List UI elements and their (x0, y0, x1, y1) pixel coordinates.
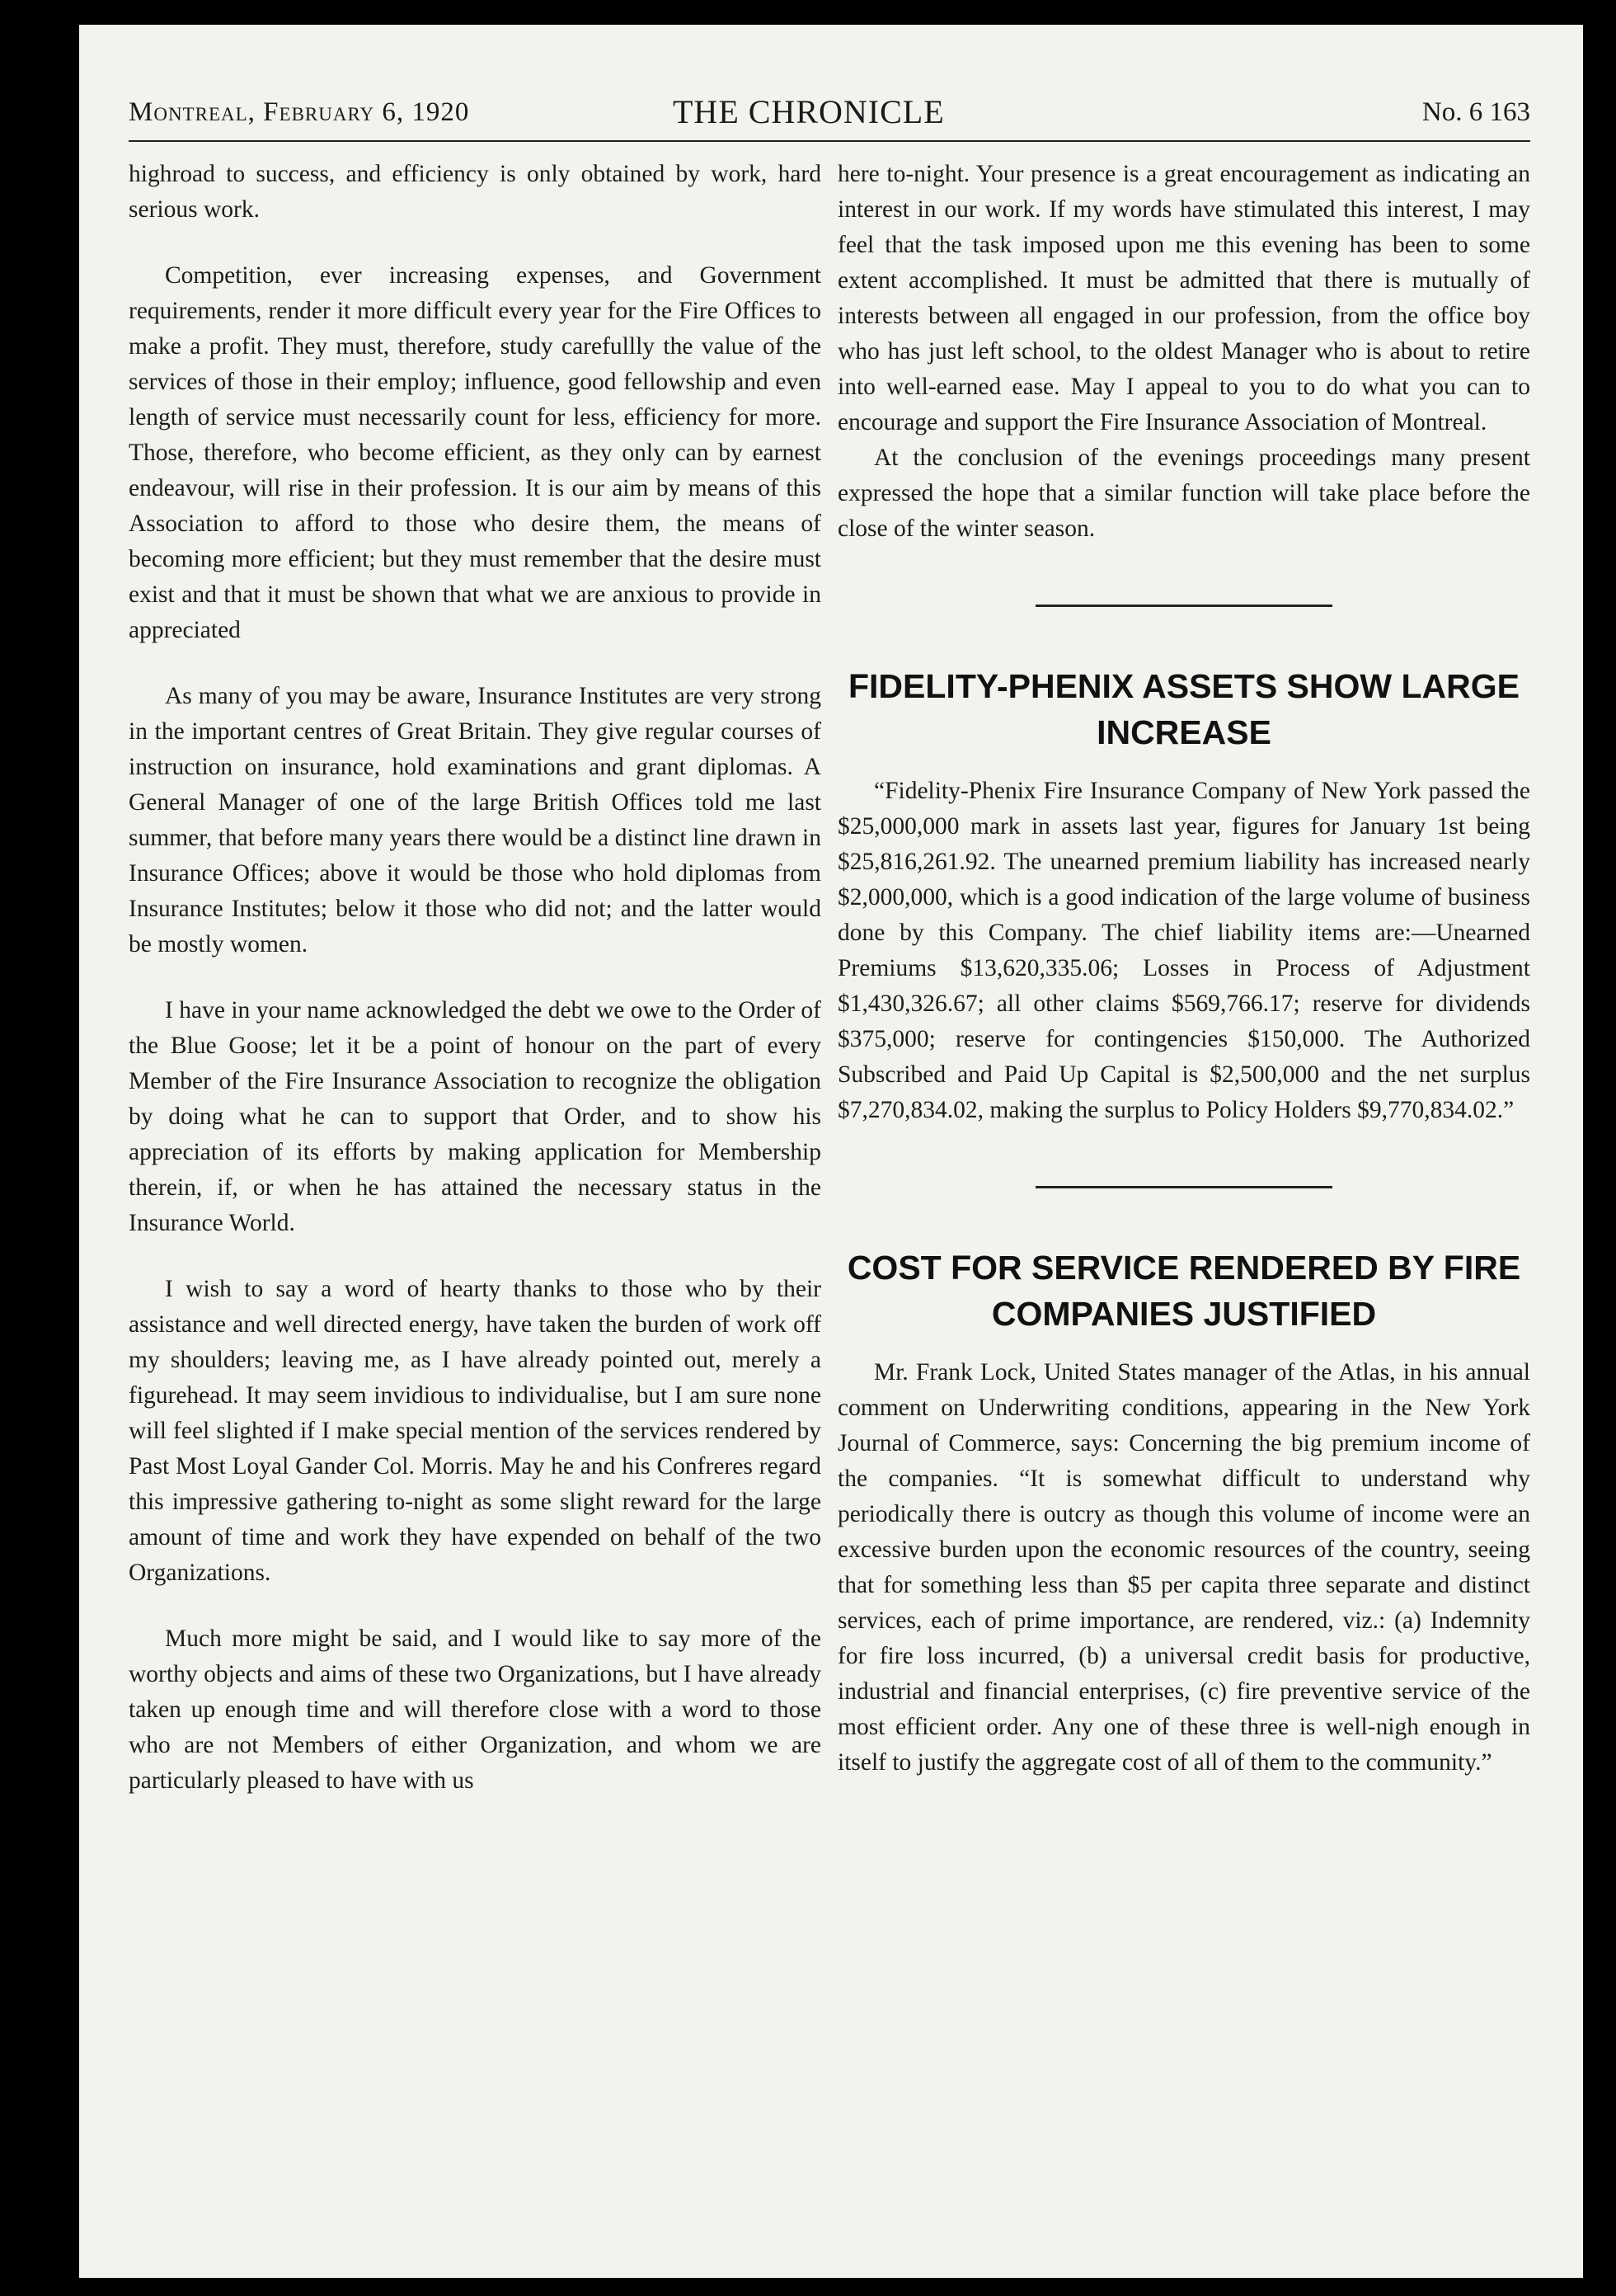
paragraph: I have in your name acknowledged the debt we owe to the Order of the Blue Goose; let it be a point of honour on the part of every Member of the Fire Insurance Association to recognize the obligation by doing what he can to support that Order, and to show his appreciation of its efforts by making application for Membership therein, if, or when he has attained the necessary status in the Insurance World. (129, 997, 821, 1236)
paragraph: Much more might be said, and I would like to say more of the worthy objects and aims of these two Organizations, but I have already taken up enough time and will therefore close with a word to those who are not Members of either Organization, and whom we are particularly pleased to have with us (129, 1626, 821, 1794)
paragraph: highroad to success, and efficiency is only obtained by work, hard serious work. (129, 161, 821, 223)
paragraph: As many of you may be aware, Insurance Institutes are very strong in the important centres of Great Britain. They give regular courses of instruction on insurance, hold examinations and grant diplomas. A General Manager of one of the large British Offices told me last summer, that before many years there would be a distinct line drawn in Insurance Offices; above it would be those who hold diplomas from Insurance Institutes; below it those who did not; and the latter would be mostly women. (129, 683, 821, 957)
paragraph: here to-night. Your presence is a great encouragement as indicating an interest in our work. If my words have stimulated this interest, I may feel that the task imposed upon me this evening has been to some extent accomplished. It must be admitted that there is mutually of interests between all engaged in our profession, from the office boy who has just left school, to the oldest Manager who is about to retire into well-earned ease. May I appeal to you to do what you can to encourage and support the Fire Insurance Association of Montreal. (838, 161, 1530, 435)
newspaper-page (79, 25, 1583, 2278)
paragraph: I wish to say a word of hearty thanks to those who by their assistance and well directed energy, have taken the burden of work off my shoulders; leaving me, as I have already pointed out, merely a figurehead. It may seem invidious to individualise, but I am sure none will feel slighted if I make special mention of the services rendered by Past Most Loyal Gander Col. Morris. May he and his Confreres regard this impressive gathering to-night as some slight reward for the large amount of time and work they have expended on behalf of the two Organizations. (129, 1276, 821, 1586)
section-divider (1036, 1186, 1332, 1188)
header-rule (129, 140, 1530, 142)
article-body: Mr. Frank Lock, United States manager of the Atlas, in his annual comment on Underwriting conditions, appearing in the New York Journal of Commerce, says: Concerning the big premium income of the companies. “It is somewhat difficult to understand why periodically there is outcry as though this volume of income were an excessive burden upon the economic resources of the country, seeing that for something less than $5 per capita three separate and distinct services, each of prime importance, are rendered, viz.: (a) Indemnity for fire loss incurred, (b) a universal credit basis for productive, industrial and financial enterprises, (c) fire preventive service of the most efficient order. Any one of these three is well-nigh enough in itself to justify the aggregate cost of all of them to the community.” (838, 1359, 1530, 1776)
section-divider (1036, 605, 1332, 607)
article-headline: COST FOR SERVICE RENDERED BY FIRE COMPANIES JUSTIFIED (847, 1249, 1521, 1333)
dateline: Montreal, February 6, 1920 (129, 97, 470, 127)
left-column (129, 157, 821, 1829)
paragraph: Competition, ever increasing expenses, and Government requirements, render it more difficult every year for the Fire Offices to make a profit. They must, therefore, study carefullly the value of the services of those in their employ; influence, good fellowship and even length of service must necessarily count for less, efficiency for more. Those, therefore, who become efficient, as they only can by earnest endeavour, will rise in their profession. It is our aim by means of this Association to afford to those who desire them, the means of becoming more efficient; but they must remember that the desire must exist and that it must be shown that what we are anxious to provide in appreciated (129, 262, 821, 643)
running-head (129, 91, 1530, 140)
article-body: “Fidelity-Phenix Fire Insurance Company of New York passed the $25,000,000 mark in assets last year, figures for January 1st being $25,816,261.92. The unearned premium liability has increased nearly $2,000,000, which is a good indication of the large volume of business done by this Company. The chief liability items are:—Unearned Premiums $13,620,335.06; Losses in Process of Adjustment $1,430,326.67; all other claims $569,766.17; reserve for dividends $375,000; reserve for contingencies $150,000. The Authorized Subscribed and Paid Up Capital is $2,500,000 and the net surplus $7,270,834.02, making the surplus to Policy Holders $9,770,834.02.” (838, 778, 1530, 1123)
right-column (838, 157, 1530, 1811)
paragraph: At the conclusion of the evenings proceedings many present expressed the hope that a similar function will take place before the close of the winter season. (838, 445, 1530, 542)
issue-number: No. 6 163 (1421, 97, 1530, 127)
article-headline: FIDELITY-PHENIX ASSETS SHOW LARGE INCREASE (848, 667, 1520, 751)
journal-title: THE CHRONICLE (673, 93, 945, 130)
